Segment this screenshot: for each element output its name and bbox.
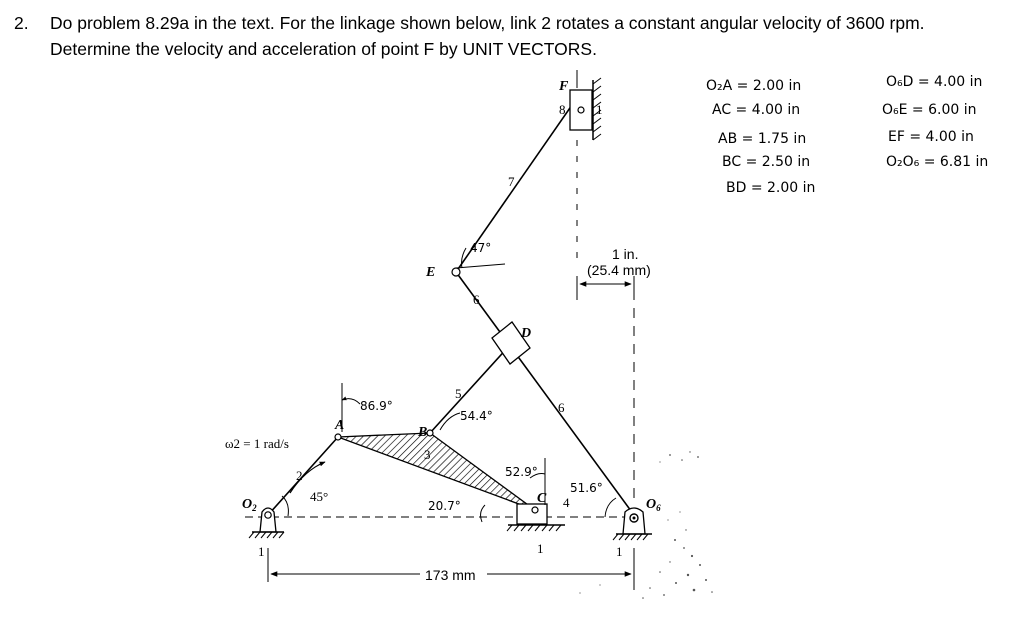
- link-label-6a: 6: [473, 292, 480, 307]
- label-B: B: [418, 425, 428, 440]
- dim-left-item: AB = 1.75 in: [718, 131, 807, 147]
- link-label-7: 7: [508, 174, 515, 189]
- label-F: F: [559, 79, 569, 94]
- joint-F: [578, 107, 584, 113]
- joint-E: [452, 268, 460, 276]
- link-label-1c: 1: [537, 541, 544, 556]
- dims-left-list: [706, 78, 815, 196]
- dim-right-item: EF = 4.00 in: [888, 129, 974, 145]
- angle-arc-A: [342, 399, 360, 404]
- joint-B: [427, 430, 433, 436]
- link-label-1a: 1: [596, 102, 603, 117]
- label-O2: $O_2$: [242, 497, 257, 513]
- joint-A: [335, 434, 341, 440]
- label-C: C: [537, 491, 547, 506]
- link-label-6b: 6: [558, 400, 565, 415]
- dim-left-item: O₂A = 2.00 in: [706, 78, 802, 94]
- dim-left-item: BC = 2.50 in: [722, 154, 811, 170]
- base-dimension-label: 173 mm: [425, 567, 476, 583]
- omega-label: ω2 = 1 rad/s: [225, 436, 289, 451]
- problem-line-2: Determine the velocity and acceleration of point F by UNIT VECTORS.: [50, 39, 597, 59]
- dim-right-item: O₆E = 6.00 in: [882, 102, 977, 118]
- angle-O2-value: 20.7°: [428, 499, 461, 513]
- angle-E-value: 47°: [470, 241, 492, 255]
- dims-right-list: [882, 74, 988, 170]
- angle-C-value: 52.9°: [505, 465, 538, 479]
- link-label-1b: 1: [258, 544, 265, 559]
- dim-left-item: AC = 4.00 in: [712, 102, 801, 118]
- ground-pivot-O6: [613, 508, 652, 540]
- angle-B-value: 54.4°: [460, 409, 493, 423]
- offset-value: 1 in.: [612, 246, 639, 262]
- problem-number: 2.: [14, 13, 29, 33]
- angle-45-label: 45°: [310, 489, 329, 504]
- slider-block-C: [507, 504, 565, 531]
- problem-line-1: Do problem 8.29a in the text. For the linkage shown below, link 2 rotates a constant angular velocity of 3600 rpm.: [50, 13, 925, 33]
- angle-A-value: 86.9°: [360, 399, 393, 413]
- label-O6: $O_6$: [646, 497, 661, 513]
- link-label-8: 8: [559, 102, 566, 117]
- link-label-4: 4: [563, 495, 570, 510]
- angle-arc-B: [440, 413, 460, 430]
- link-label-3: 3: [424, 447, 431, 462]
- angle-arc-O2: [481, 505, 485, 522]
- label-D: D: [521, 326, 532, 341]
- link-label-1d: 1: [616, 544, 623, 559]
- angle-O6-value: 51.6°: [570, 481, 603, 495]
- link-label-2: 2: [296, 468, 303, 483]
- dim-right-item: O₆D = 4.00 in: [886, 74, 983, 90]
- dim-left-item: BD = 2.00 in: [726, 180, 816, 196]
- label-E: E: [426, 265, 436, 280]
- angle-arc-O6: [605, 498, 616, 517]
- angle-ref-E: [456, 264, 505, 268]
- dim-right-item: O₂O₆ = 6.81 in: [886, 154, 989, 170]
- scan-noise: [579, 451, 712, 599]
- link-label-5: 5: [455, 386, 462, 401]
- offset-mm: (25.4 mm): [587, 262, 651, 278]
- label-A: A: [335, 418, 345, 433]
